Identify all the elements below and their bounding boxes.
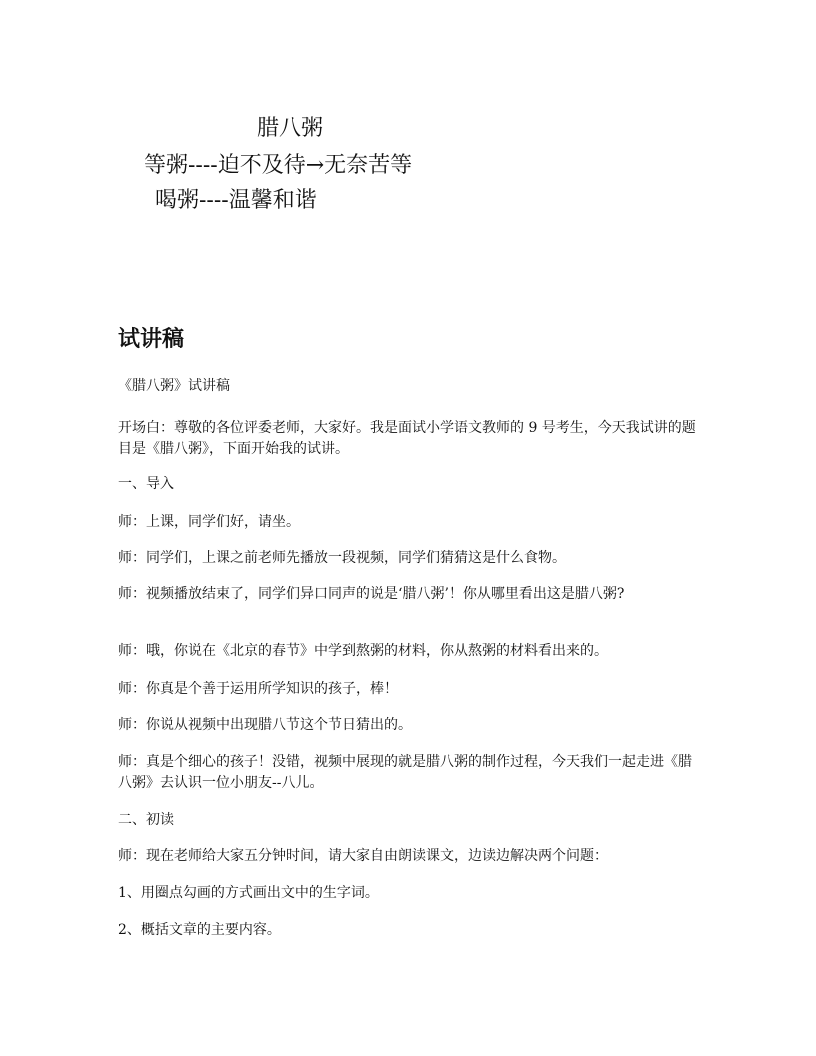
task-item: 1、用圈点勾画的方式画出文中的生字词。	[118, 885, 379, 901]
paragraph: 师：你真是个善于运用所学知识的孩子，棒！	[118, 681, 398, 697]
section-first-reading-heading: 二、初读	[118, 812, 174, 828]
paragraph: 师：你说从视频中出现腊八节这个节日猜出的。	[118, 717, 412, 733]
paragraph: 师：上课，同学们好，请坐。	[118, 514, 300, 530]
blackboard-line-waiting: 等粥----迫不及待→无奈苦等	[144, 153, 413, 178]
paragraph: 师：视频播放结束了，同学们异口同声的说是‘腊八粥’！你从哪里看出这是腊八粥?	[118, 586, 625, 602]
section-intro-heading: 一、导入	[118, 476, 174, 492]
paragraph: 师：同学们，上课之前老师先播放一段视频，同学们猜猜这是什么食物。	[118, 550, 566, 566]
blackboard-title: 腊八粥	[257, 116, 324, 141]
script-title: 《腊八粥》试讲稿	[118, 378, 230, 394]
blackboard-line-eating: 喝粥----温馨和谐	[155, 188, 317, 213]
opening-paragraph: 开场白：尊敬的各位评委老师，大家好。我是面试小学语文教师的 9 号考生，今天我试讲的题目是《腊八粥》，下面开始我的试讲。	[118, 420, 696, 457]
task-item: 2、概括文章的主要内容。	[118, 922, 281, 938]
paragraph: 师：哦，你说在《北京的春节》中学到熬粥的材料，你从熬粥的材料看出来的。	[118, 643, 608, 659]
paragraph: 师：真是个细心的孩子！没错，视频中展现的就是腊八粥的制作过程，今天我们一起走进《腊八粥》去认识一位小朋友--八儿。	[118, 754, 692, 791]
paragraph: 师：现在老师给大家五分钟时间，请大家自由朗读课文，边读边解决两个问题：	[118, 848, 608, 864]
section-heading: 试讲稿	[118, 327, 185, 352]
